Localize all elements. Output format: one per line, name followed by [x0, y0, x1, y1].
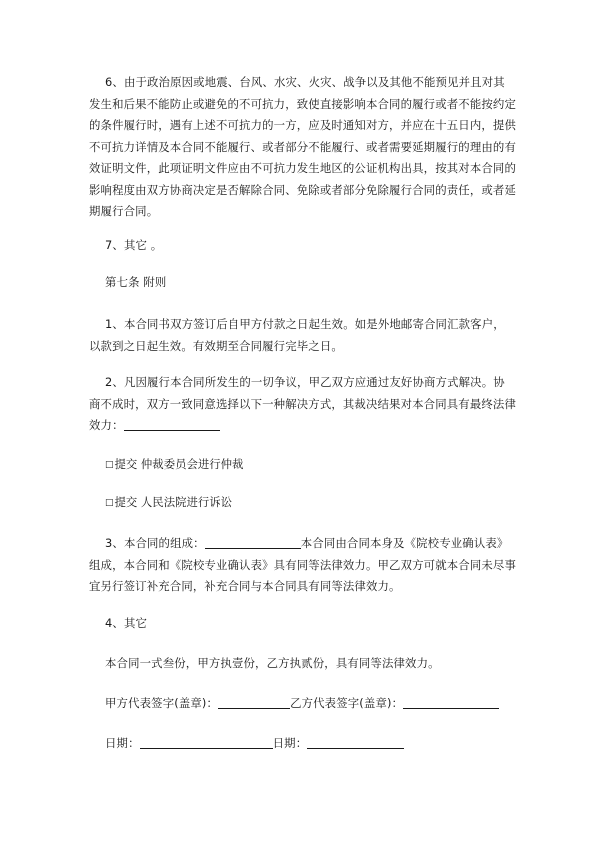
arbitration-option-label: 提交 仲裁委员会进行仲裁 — [114, 457, 244, 471]
legal-effect-label: 效力： — [89, 418, 124, 432]
date-row — [89, 733, 519, 755]
dispute-clause-line: 商不成时，双方一致同意选择以下一种解决方式，其裁决结果对本合同具有最终法律 — [89, 396, 517, 411]
composition-clause-line: 宜另行签订补充合同，补充合同与本合同具有同等法律效力。 — [89, 579, 401, 593]
dispute-resolution-blank[interactable] — [124, 418, 220, 431]
party-b-date-blank[interactable] — [307, 736, 404, 749]
composition-clause-line: 组成，本合同和《院校专业确认表》具有同等法律效力。甲乙双方可就本合同未尽事 — [89, 557, 517, 572]
party-b-date-label: 日期： — [272, 736, 308, 750]
court-option[interactable] — [105, 492, 232, 515]
article-7-title: 第七条 附则 — [105, 275, 167, 289]
effective-clause-line: 1、本合同书双方签订后自甲方付款之日起生效。如是外地邮寄合同汇款客户， — [105, 317, 505, 331]
other-clause-4-text: 4、其它 — [105, 616, 148, 630]
dispute-clause-line: 2、凡因履行本合同所发生的一切争议，甲乙双方应通过友好协商方式解决。协 — [105, 375, 505, 389]
party-b-signature-label: 乙方代表签字(盖章)： — [290, 696, 404, 710]
other-clause-4 — [89, 613, 519, 635]
composition-prefix: 3、本合同的组成： — [105, 536, 205, 550]
party-a-date-blank[interactable] — [140, 736, 273, 749]
force-majeure-line: 期履行合同。 — [89, 204, 159, 218]
party-a-signature-label: 甲方代表签字(盖章)： — [105, 696, 219, 710]
date-line — [89, 733, 519, 755]
effective-clause — [89, 314, 519, 357]
composition-suffix: 本合同由合同本身及《院校专业确认表》 — [300, 536, 509, 550]
other-clause-7 — [89, 235, 519, 257]
effective-clause-line: 以款到之日起生效。有效期至合同履行完毕之日。 — [89, 338, 343, 353]
force-majeure-line: 影响程度由双方协商决定是否解除合同、免除或者部分免除履行合同的责任，或者延 — [89, 182, 517, 197]
force-majeure-line: 不可抗力详情及本合同不能履行、或者部分不能履行、或者需要延期履行的理由的有 — [89, 139, 517, 154]
court-option-label: 提交 人民法院进行诉讼 — [114, 495, 233, 509]
article-7-heading — [89, 272, 519, 294]
dispute-clause-line — [89, 415, 519, 437]
force-majeure-line: 6、由于政治原因或地震、台风、水灾、火灾、战争以及其他不能预见并且对其 — [105, 75, 505, 89]
signature-row — [89, 693, 519, 715]
composition-clause — [89, 533, 519, 598]
checkbox-icon[interactable]: □ — [105, 498, 114, 508]
arbitration-option[interactable] — [105, 454, 243, 477]
composition-clause-line — [89, 533, 519, 555]
other-clause-7-text: 7、其它 。 — [105, 238, 163, 252]
party-a-signature-blank[interactable] — [218, 696, 290, 709]
force-majeure-clause — [89, 72, 519, 223]
dispute-clause — [89, 372, 519, 437]
checkbox-icon[interactable]: □ — [105, 460, 114, 470]
composition-blank[interactable] — [205, 536, 301, 549]
party-a-date-label: 日期： — [105, 736, 140, 750]
party-b-signature-blank[interactable] — [403, 696, 499, 709]
force-majeure-line: 发生和后果不能防止或避免的不可抗力，致使直接影响本合同的履行或者不能按约定 — [89, 96, 517, 111]
force-majeure-line: 的条件履行时，遇有上述不可抗力的一方，应及时通知对方，并应在十五日内，提供 — [89, 118, 517, 132]
copies-text: 本合同一式叁份，甲方执壹份，乙方执贰份，具有同等法律效力。 — [105, 656, 440, 670]
force-majeure-line: 效证明文件，此项证明文件应由不可抗力发生地区的公证机构出具，按其对本合同的 — [89, 161, 517, 175]
signature-line — [89, 693, 519, 715]
copies-clause — [89, 653, 519, 675]
